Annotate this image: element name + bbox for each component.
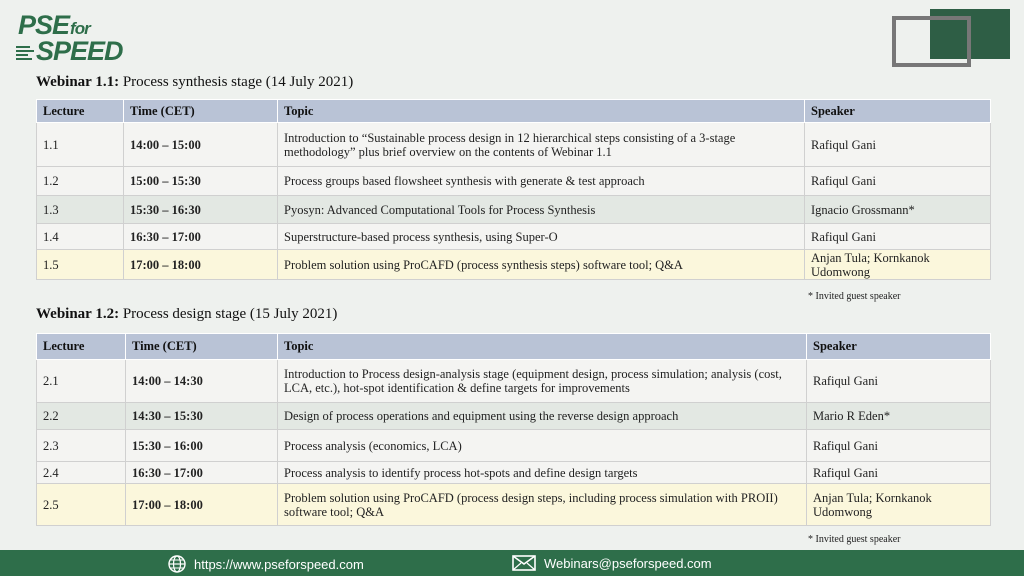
col-topic: Topic — [278, 334, 807, 360]
webinar-2-title: Webinar 1.2: Process design stage (15 July 2021) — [36, 306, 338, 322]
table-row: 1.3 15:30 – 16:30 Pyosyn: Advanced Computational Tools for Process Synthesis Ignacio Grossmann* — [37, 196, 991, 224]
guest-speaker-note: * Invited guest speaker — [808, 291, 901, 302]
table-row: 2.3 15:30 – 16:00 Process analysis (economics, LCA) Rafiqul Gani — [37, 430, 991, 462]
table-row: 2.4 16:30 – 17:00 Process analysis to identify process hot-spots and define design targets Rafiqul Gani — [37, 462, 991, 484]
guest-speaker-note: * Invited guest speaker — [808, 534, 901, 545]
table-row: 2.1 14:00 – 14:30 Introduction to Process design-analysis stage (equipment design, process simulation; analysis (cost, LCA, etc.), hot-spot identification & define targets for improvements Rafiqul Gani — [37, 360, 991, 403]
table-row: 1.2 15:00 – 15:30 Process groups based flowsheet synthesis with generate & test approach Rafiqul Gani — [37, 167, 991, 196]
webinar-1-title: Webinar 1.1: Process synthesis stage (14 July 2021) — [36, 74, 354, 90]
col-time: Time (CET) — [126, 334, 278, 360]
globe-icon — [168, 555, 186, 573]
table-row: 2.5 17:00 – 18:00 Problem solution using ProCAFD (process design steps, including process simulation with PROII) software tool; Q&A Anjan Tula; Kornkanok Udomwong — [37, 484, 991, 526]
webinar-2-table — [36, 333, 991, 526]
col-time: Time (CET) — [124, 100, 278, 123]
col-speaker: Speaker — [805, 100, 991, 123]
col-topic: Topic — [278, 100, 805, 123]
table-row: 1.1 14:00 – 15:00 Introduction to “Sustainable process design in 12 hierarchical steps consisting of a 3-stage methodology” plus brief overview on the contents of Webinar 1.1 Rafiqul Gani — [37, 123, 991, 167]
speed-streaks — [16, 44, 34, 64]
email-link[interactable]: Webinars@pseforspeed.com — [512, 555, 712, 571]
webinar-1-table — [36, 99, 991, 280]
table-row: 1.4 16:30 – 17:00 Superstructure-based process synthesis, using Super-O Rafiqul Gani — [37, 224, 991, 250]
decor-square-outline — [892, 16, 971, 67]
col-lecture: Lecture — [37, 334, 126, 360]
table-row: 2.2 14:30 – 15:30 Design of process operations and equipment using the reverse design approach Mario R Eden* — [37, 403, 991, 430]
website-link[interactable]: https://www.pseforspeed.com — [168, 555, 364, 573]
table-row: 1.5 17:00 – 18:00 Problem solution using ProCAFD (process synthesis steps) software tool; Q&A Anjan Tula; Kornkanok Udomwong — [37, 250, 991, 280]
table-header-row — [37, 334, 991, 360]
col-speaker: Speaker — [807, 334, 991, 360]
pse-for-speed-logo: PSEfor SPEED — [18, 10, 123, 66]
mail-icon — [512, 555, 536, 571]
footer-bar — [0, 550, 1024, 576]
table-header-row — [37, 100, 991, 123]
col-lecture: Lecture — [37, 100, 124, 123]
